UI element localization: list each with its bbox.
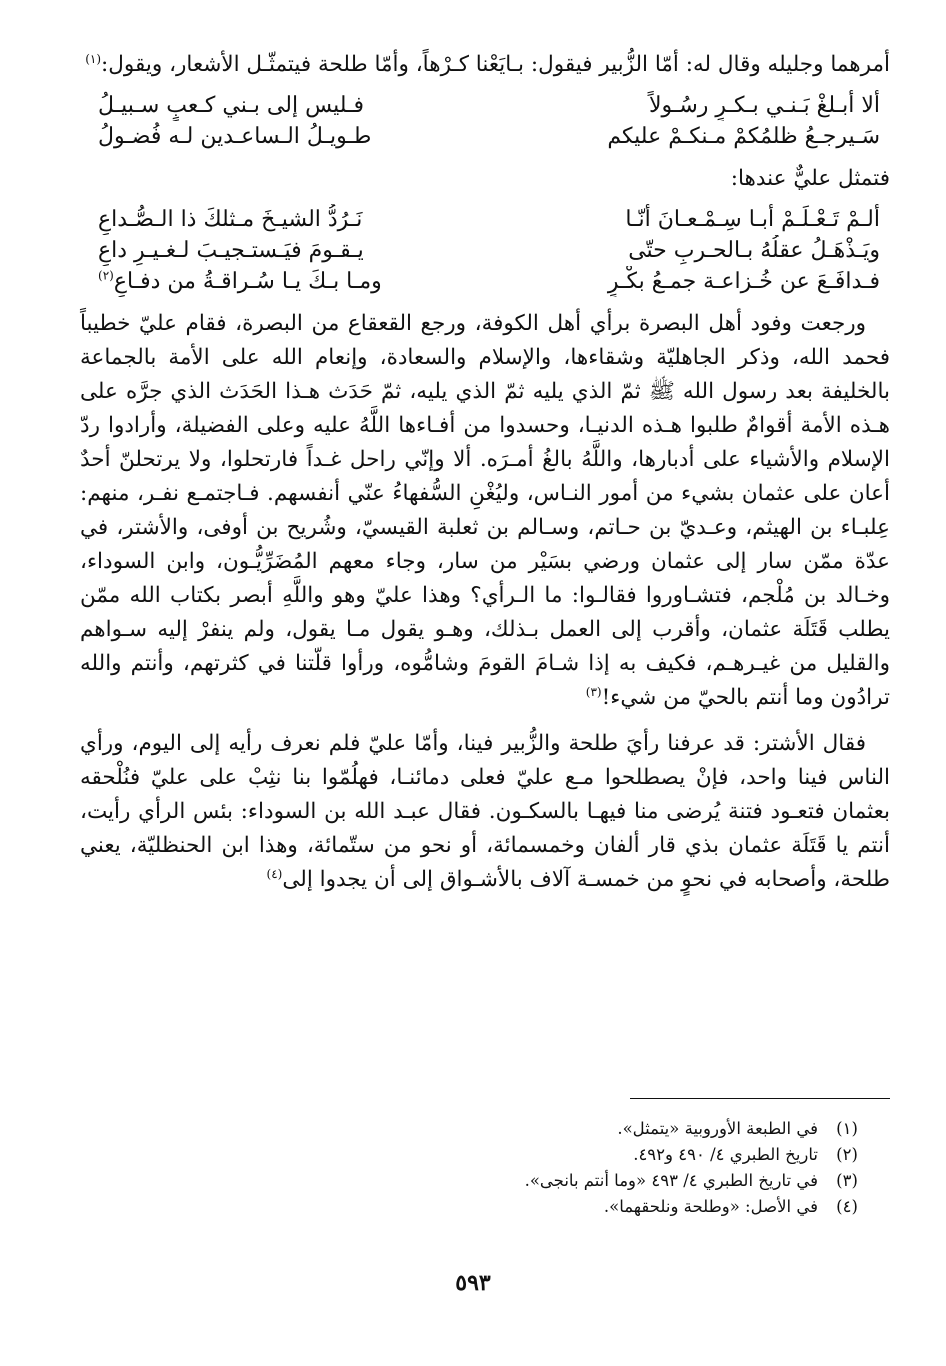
footnote-number: (٤)	[836, 1197, 858, 1216]
verse-row	[80, 121, 890, 152]
footnote-text: تاريخ الطبري ٤/ ٤٩٠ و٤٩٢.	[633, 1145, 818, 1164]
verse-first-hemistich: ألا أبـلغْ بَـنـي بـكـرٍ رسُـولاً	[648, 93, 880, 118]
footnote-ref-3[interactable]: (٣)	[585, 684, 602, 699]
poem-zubair	[80, 90, 890, 152]
footnote-ref-1[interactable]: (١)	[85, 51, 102, 66]
verse-text: ومـا بـكَ يـا سُـراقـةُ من دفـاعِ	[113, 269, 382, 294]
verse-second-hemistich: نَـرُدُّ الشيـخَ مـثلكَ ذا الـصُّـداعِ	[98, 207, 363, 232]
footnote-text: في تاريخ الطبري ٤/ ٤٩٣ «وما أنتم بانجى».	[524, 1171, 818, 1190]
intro-text: أمرهما وجليله وقال له: أمّا الزُّبير فيقول: بـايَعْنا كـرْهاً، وأمّا طلحة فيتمثّـل الأشعار، ويقول:	[101, 52, 890, 77]
verse-first-hemistich: ويَـذْهَـلُ عقلُهُ بـالحـربِ حتّى	[628, 238, 880, 263]
paragraph-text: فقال الأشتر: قد عرفنا رأيَ طلحة والزُّبير فينا، وأمّا عليّ فلم نعرف رأيه إلى اليوم، ورأي الناس فينا واحد، فإنْ يصطلحوا مـع عليّ فعلى دمائنـا، فهلُمّوا بنا نثِبْ على عليّ فنُلْحقه بعثمان فتعـود فتنة يُرضى منا فيهـا بالسكـون. فقال عبـد الله بن السوداء: بئس الرأي رأيت، أنتم يا قَتَلَة عثمان بذي قار ألفان وخمسمائة، أو نحو من ستّمائة، وهذا ابن الحنظليّة، يعني طلحة، وأصحابه في نحوٍ من خمسـة آلاف بالأشـواق إلى أن يجدوا إلى	[80, 731, 890, 892]
verse-row	[80, 235, 890, 266]
footnote-number: (٣)	[836, 1171, 858, 1190]
footnote-item	[80, 1194, 876, 1220]
page-body	[80, 48, 890, 897]
footnote-text: في الطبعة الأوروبية «يتمثل».	[617, 1119, 818, 1138]
verse-row	[80, 204, 890, 235]
page-number: ٥٩٣	[455, 1270, 491, 1296]
poem-ali	[80, 204, 890, 297]
footnote-ref-4[interactable]: (٤)	[266, 866, 283, 881]
footnote-item	[80, 1116, 876, 1142]
footnote-item	[80, 1142, 876, 1168]
verse-row	[80, 266, 890, 297]
intro-paragraph	[80, 48, 890, 82]
footnote-ref-2[interactable]: (٢)	[98, 268, 114, 283]
footnote-text: في الأصل: «وطلحة ونلحقهما».	[603, 1197, 818, 1216]
verse-row	[80, 90, 890, 121]
paragraph-text: ورجعت وفود أهل البصرة برأي أهل الكوفة، ورجع القعقاع من البصرة، فقام عليّ خطيباً فحمد الله، وذكر الجاهليّة وشقاءها، والإسلام والسعادة، وإنعام الله على الأمة بالجماعة بالخليفة بعد رسول الله ﷺ ثمّ الذي يليه ثمّ الذي يليه، ثمّ حَدَث هـذا الحَدَث الذي جرَّه على هـذه الأمة أقوامٌ طلبوا هـذه الدنيـا، وحسدوا من أفـاءها اللَّهُ عليه وعلى الفضيلة، وأرادوا ردّ الإسلام والأشياء على أدبارها، واللَّهُ بالغُ أمـرَه. ألا وإنّي راحل غـداً فارتحلوا، ولا يرتحلنّ أحدٌ أعان على عثمان بشيء من أمور النـاس، وليُغْنِ السُّفهاءُ عنّي أنفسهم. فـاجتمـع نفـر، منهم: عِلبـاء بن الهيثم، وعـديّ بن حـاتم، وسـالم بن ثعلبة القيسيّ، وشُريح بن أوفى، والأشتر، في عدّة ممّن سار إلى عثمان ورضي بسَيْر من سار، وجاء معهم المُضَرِّيُّـون، وابن السوداء، وخـالد بن مُلْجم، فتشـاوروا فقالـوا: ما الـرأي؟ وهذا عليّ وهو واللَّهِ أبصر بكتاب الله ممّن يطلب قَتَلَة عثمان، وأقرب إلى العمل بـذلك، وهـو يقول مـا يقول، ولم ينفرْ إليه سـواهم والقليل من غيـرهـم، فكيف به إذا شـامَ القومَ وشامُّوه، ورأوا قلّتنا في كثرتهم، وأنتم والله ترادُون وما أنتم بالحيّ من شيء!	[80, 311, 890, 710]
verse-first-hemistich: سَـيرجـعُ ظلمُكمْ مـنكـمْ عليكم	[607, 124, 880, 149]
body-paragraph-1	[80, 307, 890, 715]
footnotes	[80, 1116, 876, 1220]
footnote-item	[80, 1168, 876, 1194]
footnote-number: (١)	[836, 1119, 858, 1138]
verse-first-hemistich: ألـمْ تَـعْـلَـمْ أبـا سِـمْـعـانَ أنّـا	[625, 207, 880, 232]
verse-second-hemistich	[80, 266, 438, 297]
footnote-separator	[630, 1098, 890, 1099]
poem-lead-line: فتمثل عليٌّ عندها:	[730, 166, 890, 191]
footnote-number: (٢)	[836, 1145, 858, 1164]
verse-first-hemistich: فـدافَـعَ عن خُـزاعـة جمـعُ بكْـرٍ	[607, 269, 880, 294]
verse-second-hemistich: يـقـومَ فيَـستـجيـبَ لـغـيـرِ داعِ	[98, 238, 364, 263]
body-paragraph-2	[80, 727, 890, 897]
verse-second-hemistich: طـويـلُ الـساعـدين لـه فُضـولُ	[98, 124, 372, 149]
verse-second-hemistich: فـليس إلى بـني كـعبٍ سـبيـلُ	[98, 93, 364, 118]
